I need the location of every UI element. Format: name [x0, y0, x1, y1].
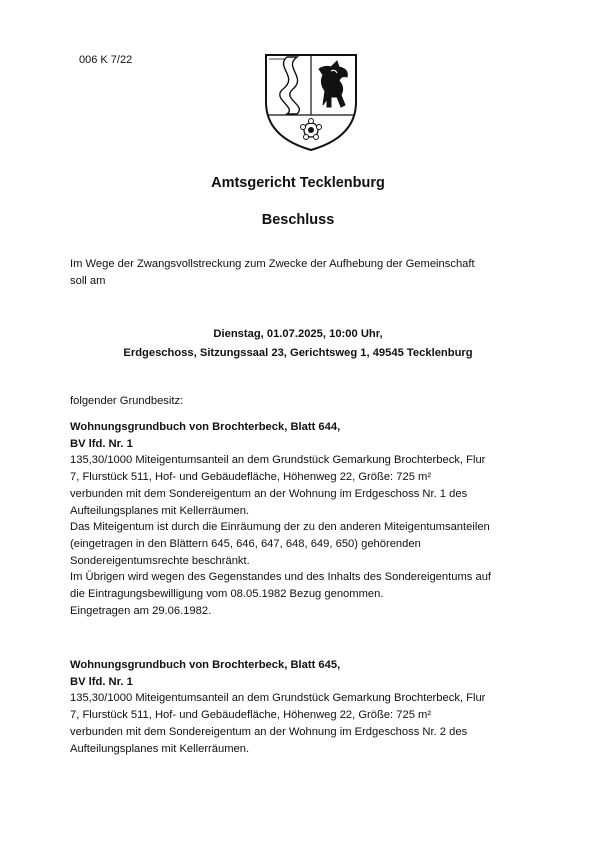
entry-line: 135,30/1000 Miteigentumsanteil an dem Grundstück Gemarkung Brochterbeck, Flur: [70, 692, 486, 705]
intro-line: soll am: [70, 275, 106, 287]
entry-subtitle: BV lfd. Nr. 1: [70, 675, 133, 688]
case-number: 006 K 7/22: [79, 54, 133, 66]
entry-line: die Eintragungsbewilligung vom 08.05.1982 Bezug genommen.: [70, 588, 384, 601]
document-type-title: Beschluss: [261, 212, 335, 228]
appointment-block: [0, 325, 596, 363]
entry-title: Wohnungsgrundbuch von Brochterbeck, Blatt 645,: [70, 659, 341, 671]
entry-line: Im Übrigen wird wegen des Gegenstandes und des Inhalts des Sondereigentums auf: [70, 571, 492, 584]
entry-title: Wohnungsgrundbuch von Brochterbeck, Blatt 644,: [70, 421, 341, 433]
entry-line: 7, Flurstück 511, Hof- und Gebäudefläche, Höhenweg 22, Größe: 725 m²: [70, 471, 432, 484]
property-entry: [70, 657, 540, 757]
appointment-date: Dienstag, 01.07.2025, 10:00 Uhr,: [213, 328, 383, 340]
court-name: Amtsgericht Tecklenburg: [211, 175, 385, 191]
entry-line: verbunden mit dem Sondereigentum an der Wohnung im Erdgeschoss Nr. 2 des: [70, 725, 468, 738]
entry-line: Aufteilungsplanes mit Kellerräumen.: [70, 742, 250, 755]
appointment-location: Erdgeschoss, Sitzungssaal 23, Gerichtsweg 1, 49545 Tecklenburg: [123, 347, 473, 359]
entry-line: 7, Flurstück 511, Hof- und Gebäudefläche, Höhenweg 22, Größe: 725 m²: [70, 709, 432, 722]
entry-line: Eingetragen am 29.06.1982.: [70, 604, 212, 617]
entry-line: verbunden mit dem Sondereigentum an der Wohnung im Erdgeschoss Nr. 1 des: [70, 487, 468, 500]
coat-of-arms-icon: [261, 47, 361, 153]
entry-line: Aufteilungsplanes mit Kellerräumen.: [70, 504, 250, 517]
entry-line: Sondereigentumsrechte beschränkt.: [70, 554, 250, 567]
property-entry: [70, 419, 540, 619]
entry-line: Das Miteigentum ist durch die Einräumung der zu den anderen Miteigentumsanteilen: [70, 521, 490, 534]
entry-line: (eingetragen in den Blättern 645, 646, 647, 648, 649, 650) gehörenden: [70, 537, 421, 550]
entry-subtitle: BV lfd. Nr. 1: [70, 437, 133, 450]
entry-line: 135,30/1000 Miteigentumsanteil an dem Grundstück Gemarkung Brochterbeck, Flur: [70, 454, 486, 467]
property-intro: folgender Grundbesitz:: [70, 395, 184, 407]
intro-line: Im Wege der Zwangsvollstreckung zum Zwecke der Aufhebung der Gemeinschaft: [70, 258, 475, 270]
intro-paragraph: [70, 256, 540, 290]
